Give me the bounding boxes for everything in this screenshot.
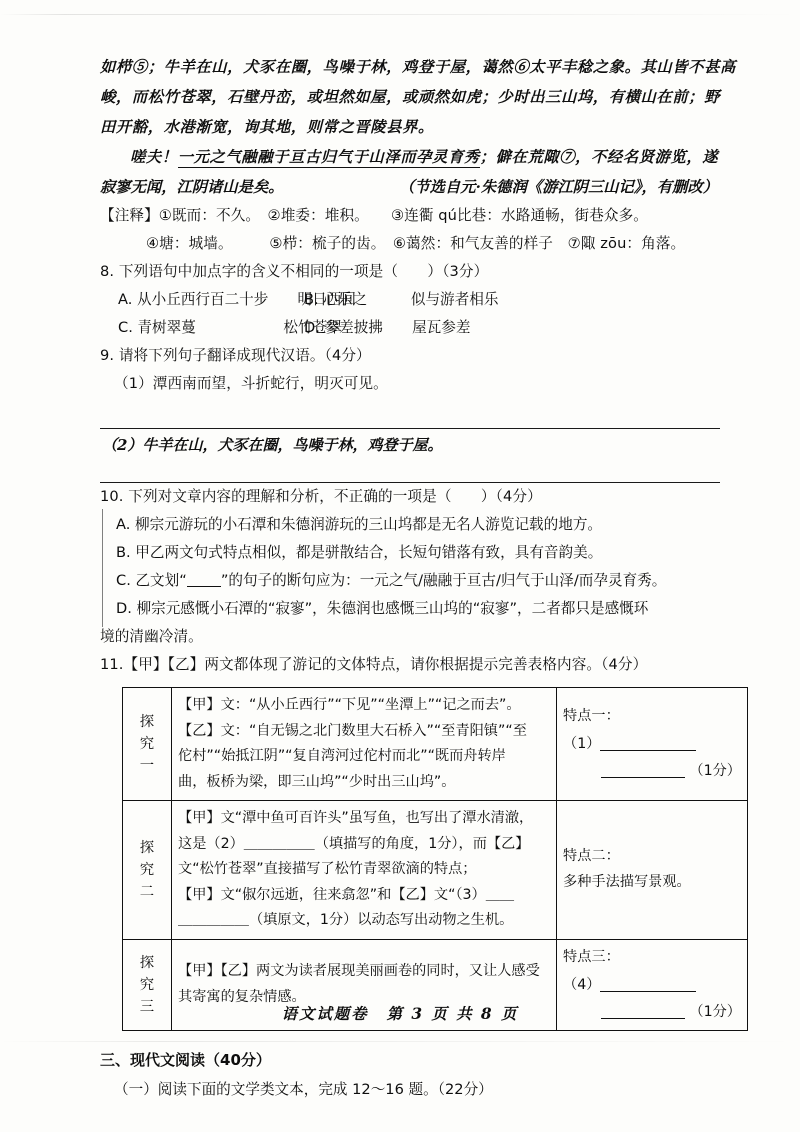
notes-line-1-text: ①既而：不久。 ②堆委：堆积。 ③连衢 qú比巷：水路通畅，街巷众多。	[158, 207, 648, 224]
notes-line-1	[100, 202, 720, 230]
row-label-char: 究	[139, 736, 155, 752]
passage-source-citation: （节选自元·朱德润《游江阴三山记》，有删改）	[399, 178, 718, 196]
table-row	[123, 688, 748, 801]
passage-line-1	[100, 52, 736, 82]
answer-blank	[600, 991, 696, 992]
table-row-1-label	[123, 688, 172, 801]
footer-page-number: 3	[411, 1005, 425, 1023]
table-row-2-main	[172, 801, 557, 940]
footer-page-label-post: 页	[500, 1005, 519, 1023]
row-label-char: 探	[139, 954, 155, 971]
row-label-char: 究	[139, 976, 155, 993]
feature-number: （1）	[563, 736, 601, 753]
feature-answer-line[interactable]	[563, 973, 741, 999]
feature-score-line	[563, 759, 741, 785]
feature-title: 特点一：	[563, 707, 620, 724]
main-line: 佗村”“始抵江阴”“复自湾河过佗村而北”“既而舟转岸	[178, 748, 506, 764]
main-line: 【甲】文“俶尔远逝，往来翕忽”和【乙】文“（3）＿＿	[178, 886, 515, 903]
main-line: 曲，板桥为梁，即三山坞”“少时出三山坞”。	[178, 773, 456, 790]
question-10-option-c-pre: C. 乙文划“	[116, 572, 187, 589]
footer-page-label-pre: 第	[386, 1005, 404, 1023]
passage-line-4-prefix: 嗟夫！	[130, 148, 178, 166]
question-9-answer-area-1[interactable]	[100, 398, 720, 428]
table-row	[123, 801, 748, 940]
row-label-char: 二	[139, 883, 155, 900]
notes-line-2	[100, 230, 720, 258]
passage-underlined-sentence: 一元之气融融于亘古归气于山泽而孕灵育秀	[177, 148, 480, 166]
exploration-table	[122, 687, 748, 1031]
question-10-option-a[interactable]: A. 柳宗元游玩的小石潭和朱德润游玩的三山坞都是无名人游览记载的地方。	[116, 516, 603, 533]
row-label-char: 一	[139, 758, 155, 774]
notes-label: 【注释】	[100, 207, 159, 224]
passage-line-2	[100, 82, 720, 112]
blank-underline	[187, 586, 221, 587]
question-10	[100, 483, 720, 651]
passage-line-4	[100, 142, 720, 172]
section-3	[100, 1045, 720, 1105]
section-3-heading: 三、现代文阅读（40分）	[100, 1051, 271, 1069]
feature-title: 特点二：	[563, 848, 620, 865]
scan-edge-top	[0, 14, 800, 15]
passage-line-3-text: 田开豁，水港渐宽，询其地，则常之晋陵县界。	[100, 118, 434, 136]
answer-blank	[600, 750, 696, 751]
question-10-option-b[interactable]: B. 甲乙两文句式特点相似，都是骈散结合，长短句错落有致，具有音韵美。	[116, 544, 603, 561]
pen-mark-vertical	[102, 509, 103, 627]
passage-line-3	[100, 112, 720, 142]
passage-line-4-suffix: ；僻在荒陬⑦，不经名贤游览，遂	[479, 148, 719, 166]
page-footer	[0, 1002, 800, 1024]
row-label-char: 究	[139, 861, 155, 878]
question-10-stem: 10. 下列对文章内容的理解和分析，不正确的一项是（ ）（4分）	[100, 488, 542, 505]
page-content	[100, 52, 741, 1105]
question-10-option-d[interactable]	[100, 595, 720, 623]
question-8-option-b[interactable]: B. 心乐之 似与游者相乐	[304, 291, 499, 308]
question-9-answer-area-2[interactable]	[100, 460, 720, 482]
passage-line-5-text: 寂寥无闻，江阴诸山是矣。	[100, 178, 284, 196]
answer-blank	[601, 777, 685, 778]
question-8-option-c[interactable]: C. 青树翠蔓 松竹苍翠	[118, 319, 342, 336]
main-line: ＿＿＿＿＿（填原文，1分）以动态写出动物之生机。	[178, 912, 514, 928]
row-label-char: 探	[139, 839, 155, 856]
main-line: 【乙】文：“自无锡之北门数里大石桥入”“至青阳镇”“至	[178, 722, 527, 739]
passage-line-2-text: 峻，而松竹苍翠，石壁丹峦，或坦然如屋，或顽然如虎；少时出三山坞，有横山在前；野	[100, 88, 720, 106]
main-line: 【甲】文“潭中鱼可百许头”虽写鱼，也写出了潭水清澈，	[178, 810, 534, 826]
passage-block	[100, 52, 736, 202]
main-line: 【甲】【乙】两文为读者展现美丽画卷的同时，又让人感受	[178, 963, 540, 980]
row-label-char: 探	[139, 714, 155, 730]
question-9-sub-2-text: （2）牛羊在山，犬豕在圈，鸟噪于林，鸡登于屋。	[102, 436, 443, 454]
table-row-1-main	[172, 688, 557, 801]
question-8-option-row-1	[100, 286, 720, 314]
table-row-2-feature	[557, 801, 748, 940]
feature-number: （4）	[563, 977, 601, 993]
table-row-1-feature	[557, 688, 748, 801]
question-9-sub-2	[100, 429, 720, 460]
main-line: 【甲】文：“从小丘西行”“下见”“坐潭上”“记之而去”。	[178, 697, 521, 713]
question-8-stem: 8. 下列语句中加点字的含义不相同的一项是（ ）（3分）	[100, 263, 489, 280]
question-11	[100, 651, 720, 679]
footer-page-label-mid: 页 共	[431, 1005, 474, 1023]
question-8-option-a[interactable]: A. 从小丘西行百二十步 明日西回	[118, 291, 356, 308]
feature-score: （1分）	[689, 1003, 741, 1020]
footer-title: 语文试题卷	[281, 1005, 369, 1023]
question-10-option-c-post: ”的句子的断句应为：一元之气/融融于亘古/归气于山泽/而孕灵育秀。	[220, 572, 667, 589]
feature-answer-line[interactable]	[563, 732, 741, 758]
question-10-option-d-line-1: D. 柳宗元感慨小石潭的“寂寥”，朱德润也感慨三山坞的“寂寥”，二者都只是感慨环	[116, 600, 649, 617]
question-8-option-d[interactable]: D. 参差披拂 屋瓦参差	[304, 319, 471, 336]
question-11-stem: 11.【甲】【乙】两文都体现了游记的文体特点，请你根据提示完善表格内容。（4分）	[100, 656, 648, 673]
main-line: 其寄寓的复杂情感。	[178, 988, 306, 1005]
passage-line-5	[100, 172, 720, 202]
feature-text: 多种手法描写景观。	[563, 873, 691, 890]
row-label-char: 三	[139, 998, 155, 1015]
question-9-stem: 9. 请将下列句子翻译成现代汉语。（4分）	[100, 347, 371, 364]
question-9-sub-1: （1）潭西南而望，斗折蛇行，明灭可见。	[114, 375, 388, 392]
question-8	[100, 258, 720, 342]
main-line: 文“松竹苍翠”直接描写了松竹青翠欲滴的特点；	[178, 861, 477, 877]
notes-block	[100, 202, 720, 258]
question-10-option-c[interactable]	[100, 567, 720, 595]
question-10-option-d-line-2: 境的清幽冷清。	[100, 628, 203, 645]
feature-title: 特点三：	[563, 948, 620, 965]
question-8-option-row-2	[100, 314, 720, 342]
section-3-subheading: （一）阅读下面的文学类文本，完成 12～16 题。（22分）	[114, 1081, 493, 1098]
table-row-2-label	[123, 801, 172, 940]
passage-line-1-text: 如栉⑤；牛羊在山，犬豕在圈，鸟噪于林，鸡登于屋，蔼然⑥太平丰稔之象。其山皆不甚高	[100, 58, 736, 76]
notes-line-2-text: ④塘：城墙。 ⑤栉：梳子的齿。 ⑥蔼然：和气友善的样子 ⑦陬 zōu：角落。	[146, 235, 686, 252]
main-line: 这是（2）＿＿＿＿＿（填描写的角度，1分），而【乙】	[178, 835, 530, 852]
question-9	[100, 342, 720, 483]
feature-score: （1分）	[689, 762, 741, 779]
footer-total-pages: 8	[480, 1005, 494, 1023]
